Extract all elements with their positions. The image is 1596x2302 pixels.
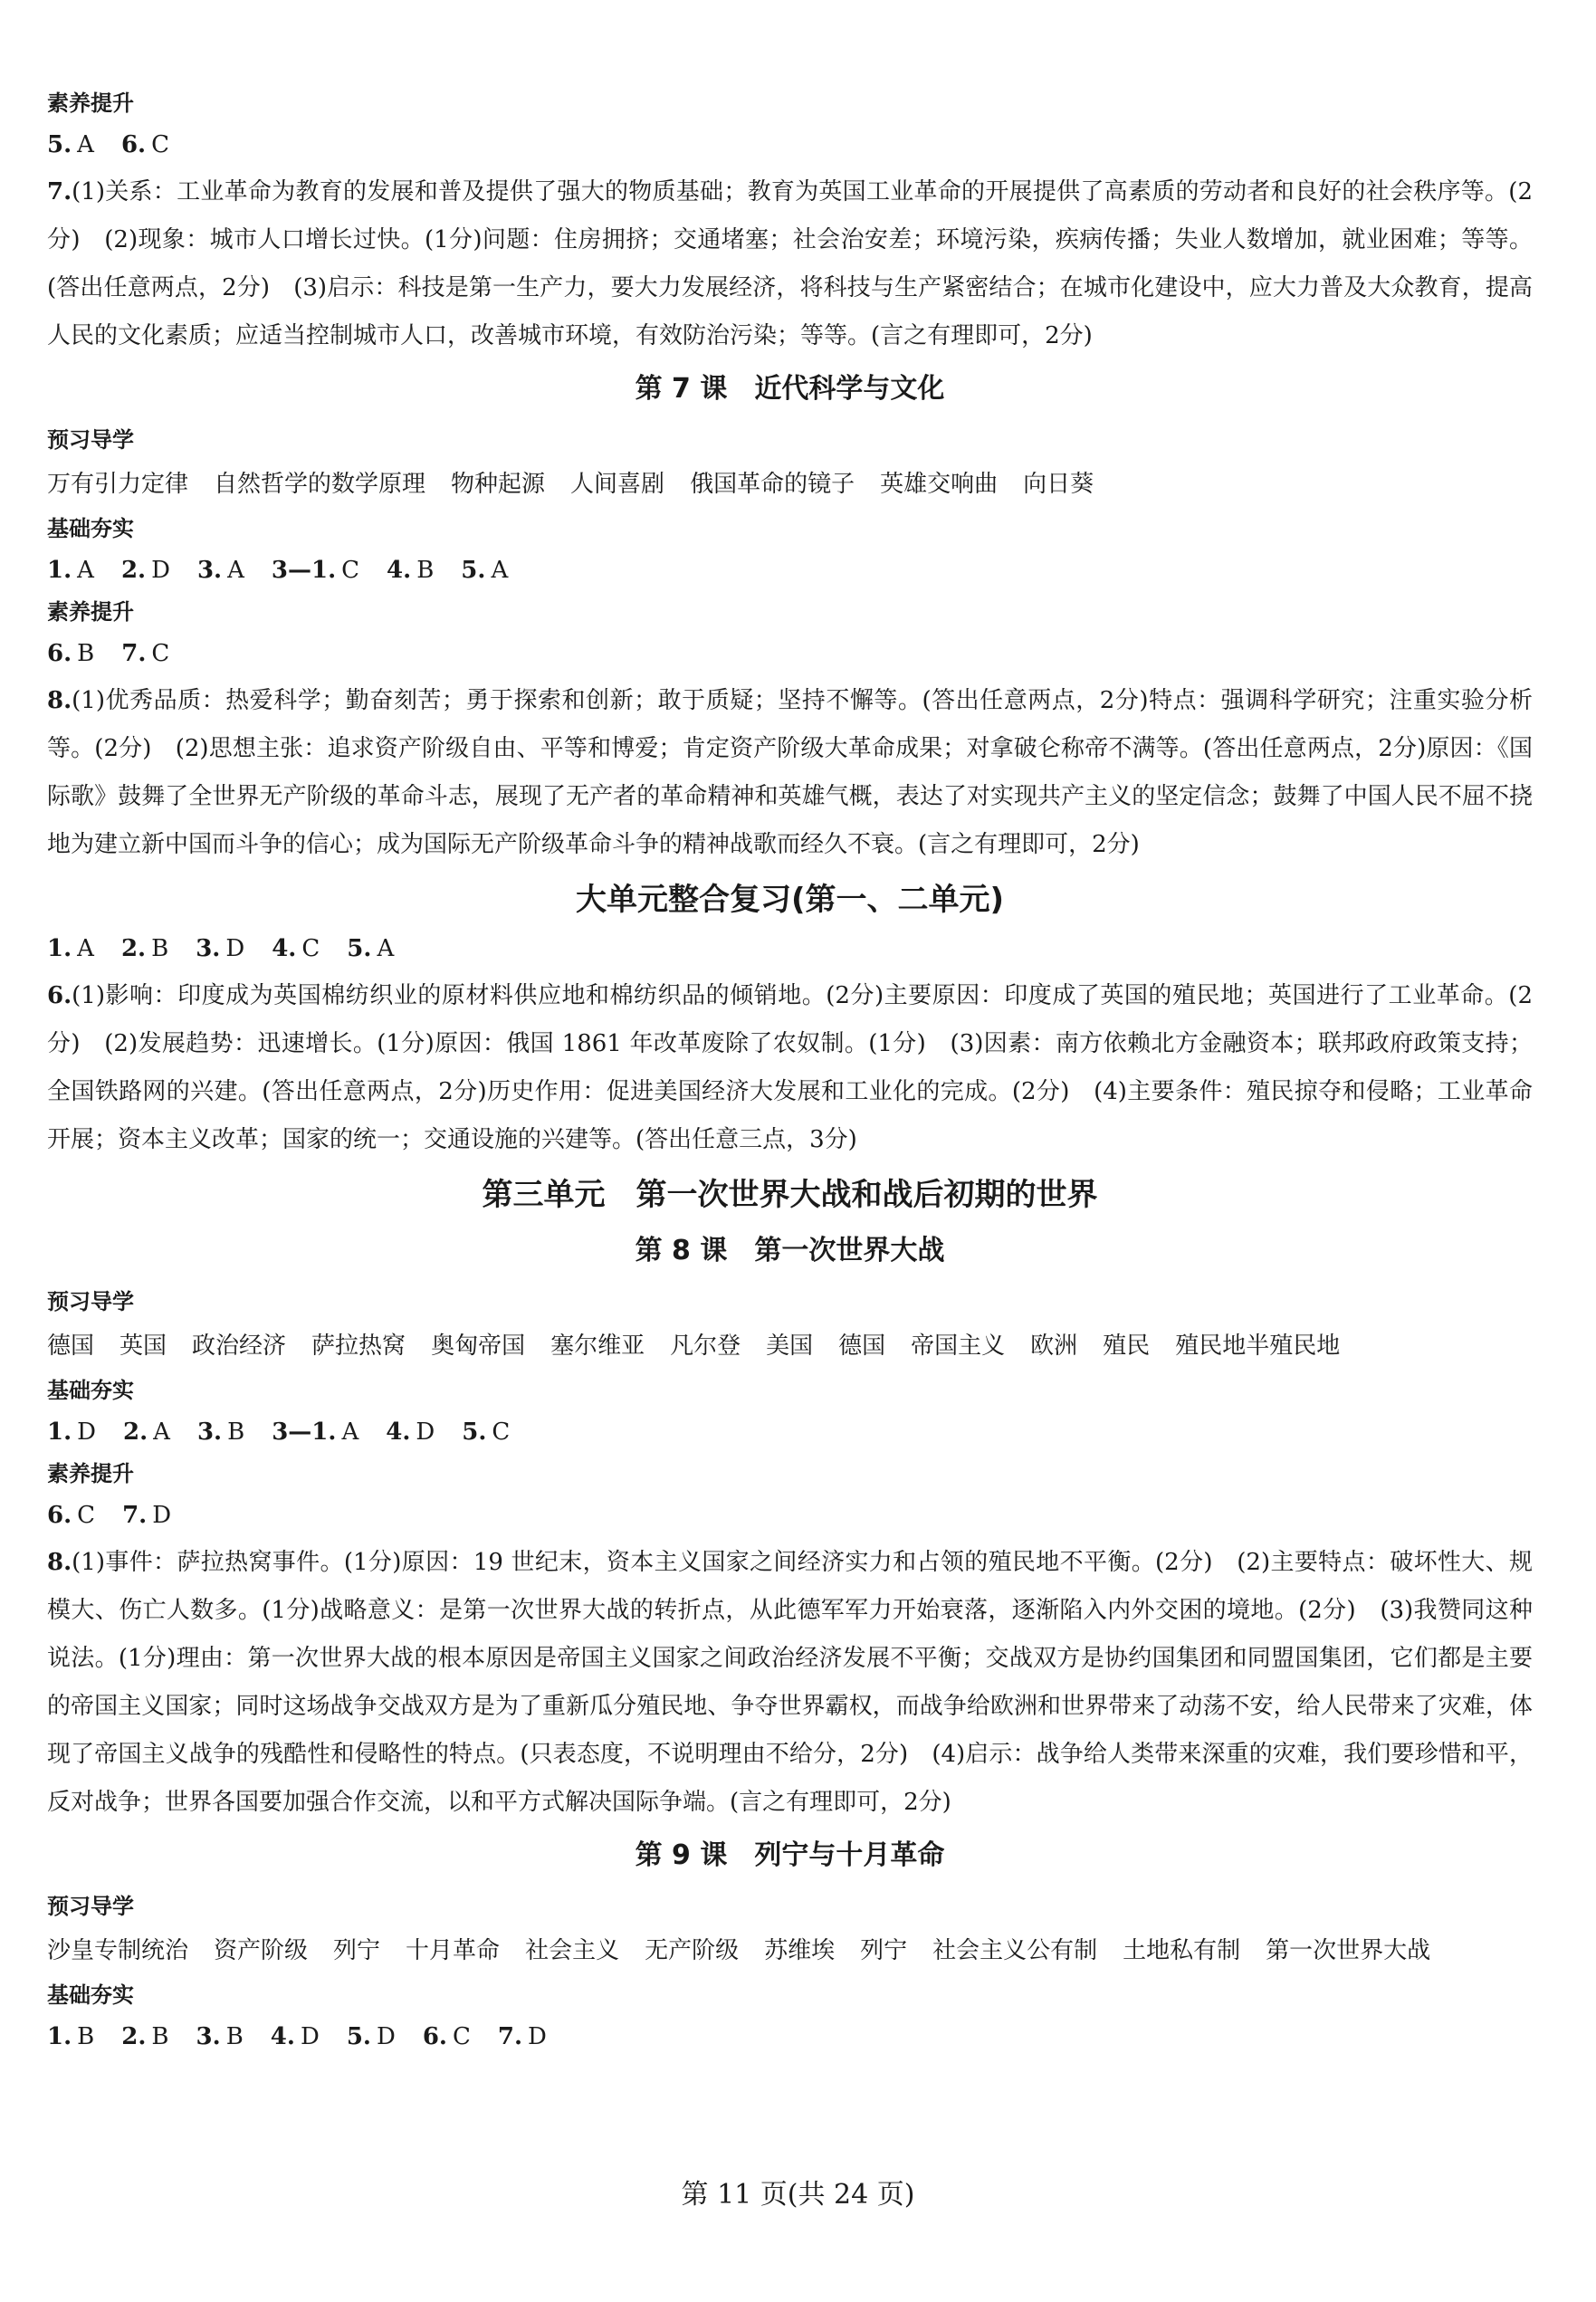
lesson-8-title: 第 8 课 第一次世界大战: [635, 1235, 945, 1266]
preview-keywords: [47, 1325, 1533, 1367]
answer-choice: C: [301, 935, 320, 962]
answer-number: 3—1.: [271, 557, 337, 584]
preview-keyword: 人间喜剧: [570, 471, 665, 498]
preview-keyword: 英国: [119, 1332, 167, 1360]
answer-number: 4.: [386, 1418, 411, 1446]
answer-choice: B: [77, 2023, 95, 2050]
section-label-preview: 预习导学: [47, 1289, 134, 1314]
question-7-answer: [47, 168, 1533, 360]
answer-row: [47, 127, 1533, 163]
preview-keywords: [47, 463, 1533, 505]
question-8-answer: [47, 677, 1533, 869]
preview-keyword: 土地私有制: [1123, 1937, 1241, 1964]
answer-row: [47, 931, 1533, 967]
answer-number: 5.: [346, 2023, 371, 2050]
preview-keyword: 资产阶级: [214, 1937, 309, 1964]
answer-choice: D: [225, 935, 245, 962]
answer-number: 1.: [47, 557, 72, 584]
preview-keyword: 沙皇专制统治: [47, 1937, 189, 1964]
answer-number: 5.: [461, 557, 486, 584]
answer-choice: D: [376, 2023, 396, 2050]
answer-number: 6.: [47, 1502, 72, 1529]
answer-choice: A: [77, 557, 94, 584]
answer-choice: A: [341, 1418, 359, 1446]
answer-number: 4.: [272, 935, 297, 962]
answer-choice: B: [225, 2023, 244, 2050]
preview-keyword: 俄国革命的镜子: [690, 471, 855, 498]
preview-keyword: 第一次世界大战: [1266, 1937, 1431, 1964]
answer-number: 2.: [120, 935, 147, 962]
preview-keyword: 万有引力定律: [47, 471, 189, 498]
question-text: (1)关系：工业革命为教育的发展和普及提供了强大的物质基础；教育为英国工业革命的开展提供了高素质的劳动者和良好的社会秩序等。(2分) (2)现象：城市人口增长过快。(1分)问题：住房拥挤；交通堵塞；社会治安差；环境污染，疾病传播；失业人数增加，就业困难；等等。(答出任意两点，2分) (3)启示：科技是第一生产力，要大力发展经济，将科技与生产紧密结合；在城市化建设中，应大力普及大众教育，提高人民的文化素质；应适当控制城市人口，改善城市环境，有效防治污染；等等。(言之有理即可，2分): [47, 178, 1533, 349]
preview-keyword: 德国: [838, 1332, 886, 1360]
preview-keyword: 社会主义公有制: [932, 1937, 1098, 1964]
answer-choice: D: [528, 2023, 547, 2050]
question-number: 8.: [47, 1549, 72, 1576]
answer-number: 2.: [120, 557, 147, 584]
answer-number: 3.: [196, 2023, 221, 2050]
preview-keyword: 凡尔登: [670, 1332, 741, 1360]
answer-number: 4.: [387, 557, 412, 584]
answer-row: [47, 552, 1533, 588]
answer-choice: B: [227, 1418, 245, 1446]
answer-number: 3—1.: [272, 1418, 337, 1446]
preview-keyword: 向日葵: [1023, 471, 1094, 498]
preview-keyword: 美国: [766, 1332, 814, 1360]
answer-choice: B: [416, 557, 435, 584]
answer-number: 3.: [196, 557, 223, 584]
section-label-suyang: 素养提升: [47, 599, 134, 625]
preview-keyword: 无产阶级: [645, 1937, 740, 1964]
preview-keyword: 列宁: [860, 1937, 908, 1964]
unit-3-title: 第三单元 第一次世界大战和战后初期的世界: [482, 1177, 1098, 1213]
preview-keyword: 十月革命: [406, 1937, 501, 1964]
answer-row: [47, 1497, 1533, 1533]
question-text: (1)事件：萨拉热窝事件。(1分)原因：19 世纪末，资本主义国家之间经济实力和占领的殖民地不平衡。(2分) (2)主要特点：破坏性大、规模大、伤亡人数多。(1分)战略意义：是第一次世界大战的转折点，从此德军军力开始衰落，逐渐陷入内外交困的境地。(2分) (3)我赞同这种说法。(1分)理由：第一次世界大战的根本原因是帝国主义国家之间政治经济发展不平衡；交战双方是协约国集团和同盟国集团，它们都是主要的帝国主义国家；同时这场战争交战双方是为了重新瓜分殖民地、争夺世界霸权，而战争给欧洲和世界带来了动荡不安，给人民带来了灾难，体现了帝国主义战争的残酷性和侵略性的特点。(只表态度，不说明理由不给分，2分) (4)启示：战争给人类带来深重的灾难，我们要珍惜和平，反对战争；世界各国要加强合作交流，以和平方式解决国际争端。(言之有理即可，2分): [47, 1549, 1533, 1816]
preview-keyword: 塞尔维亚: [550, 1332, 645, 1360]
question-6-answer: [47, 972, 1533, 1164]
answer-choice: C: [151, 640, 170, 667]
question-number: 8.: [47, 687, 72, 714]
answer-number: 5.: [462, 1418, 487, 1446]
preview-keyword: 奥匈帝国: [431, 1332, 526, 1360]
answer-choice: C: [77, 1502, 96, 1529]
answer-number: 7.: [121, 640, 147, 667]
answer-number: 2.: [121, 2023, 147, 2050]
question-text: (1)优秀品质：热爱科学；勤奋刻苦；勇于探索和创新；敢于质疑；坚持不懈等。(答出任意两点，2分)特点：强调科学研究；注重实验分析等。(2分) (2)思想主张：追求资产阶级自由、平等和博爱；肯定资产阶级大革命成果；对拿破仑称帝不满等。(答出任意两点，2分)原因：《国际歌》鼓舞了全世界无产阶级的革命斗志，展现了无产者的革命精神和英雄气概，表达了对实现共产主义的坚定信念；鼓舞了中国人民不屈不挠地为建立新中国而斗争的信心；成为国际无产阶级革命斗争的精神战歌而经久不衰。(言之有理即可，2分): [47, 687, 1533, 858]
preview-keyword: 列宁: [333, 1937, 381, 1964]
answer-choice: C: [452, 2023, 471, 2050]
question-number: 6.: [47, 982, 72, 1009]
answer-number: 7.: [497, 2023, 523, 2050]
answer-number: 7.: [122, 1502, 148, 1529]
question-number: 7.: [47, 178, 72, 205]
answer-choice: A: [77, 131, 94, 158]
preview-keyword: 萨拉热窝: [311, 1332, 406, 1360]
preview-keyword: 帝国主义: [911, 1332, 1006, 1360]
preview-keyword: 苏维埃: [764, 1937, 836, 1964]
section-label-basic: 基础夯实: [47, 1378, 134, 1403]
preview-keyword: 殖民: [1103, 1332, 1151, 1360]
answer-number: 5.: [347, 935, 372, 962]
answer-choice: D: [416, 1418, 435, 1446]
answer-number: 1.: [47, 1418, 72, 1446]
section-label-suyang: 素养提升: [47, 91, 134, 116]
answer-choice: B: [151, 2023, 169, 2050]
section-label-basic: 基础夯实: [47, 516, 134, 541]
review-title: 大单元整合复习(第一、二单元): [575, 882, 1005, 918]
section-label-suyang: 素养提升: [47, 1461, 134, 1486]
answer-choice: B: [151, 935, 169, 962]
answer-row: [47, 635, 1533, 672]
section-label-basic: 基础夯实: [47, 1982, 134, 2008]
answer-number: 6.: [47, 640, 72, 667]
answer-choice: D: [152, 1502, 172, 1529]
answer-number: 6.: [120, 131, 147, 158]
answer-choice: C: [492, 1418, 511, 1446]
question-text: (1)影响：印度成为英国棉纺织业的原材料供应地和棉纺织品的倾销地。(2分)主要原因：印度成了英国的殖民地；英国进行了工业革命。(2分) (2)发展趋势：迅速增长。(1分)原因：俄国 1861 年改革废除了农奴制。(1分) (3)因素：南方依赖北方金融资本；联邦政府政策支持；全国铁路网的兴建。(答出任意两点，2分)历史作用：促进美国经济大发展和工业化的完成。(2分) (4)主要条件：殖民掠夺和侵略；工业革命开展；资本主义改革；国家的统一；交通设施的兴建等。(答出任意三点，3分): [47, 982, 1533, 1153]
answer-choice: B: [77, 640, 95, 667]
page-footer: 第 11 页(共 24 页): [681, 2179, 915, 2211]
answer-row: [47, 2019, 1533, 2055]
preview-keyword: 欧洲: [1030, 1332, 1078, 1360]
answer-choice: C: [341, 557, 360, 584]
preview-keyword: 英雄交响曲: [880, 471, 999, 498]
lesson-9-title: 第 9 课 列宁与十月革命: [635, 1839, 945, 1871]
answer-choice: D: [77, 1418, 97, 1446]
answer-number: 3.: [196, 1418, 223, 1446]
answer-number: 4.: [270, 2023, 295, 2050]
preview-keyword: 自然哲学的数学原理: [214, 471, 426, 498]
answer-choice: D: [151, 557, 170, 584]
preview-keywords: [47, 1930, 1533, 1972]
answer-choice: D: [300, 2023, 320, 2050]
answer-number: 1.: [47, 935, 72, 962]
answer-number: 5.: [47, 131, 72, 158]
section-label-preview: 预习导学: [47, 427, 134, 453]
section-label-preview: 预习导学: [47, 1894, 134, 1919]
answer-choice: A: [77, 935, 94, 962]
answer-number: 1.: [47, 2023, 72, 2050]
answer-number: 3.: [196, 935, 221, 962]
preview-keyword: 德国: [47, 1332, 95, 1360]
preview-keyword: 政治经济: [192, 1332, 287, 1360]
preview-keyword: 殖民地半殖民地: [1175, 1332, 1341, 1360]
preview-keyword: 物种起源: [451, 471, 546, 498]
answer-choice: C: [151, 131, 169, 158]
answer-choice: A: [227, 557, 244, 584]
preview-keyword: 社会主义: [525, 1937, 620, 1964]
answer-choice: A: [377, 935, 395, 962]
answer-choice: A: [153, 1418, 170, 1446]
question-8-answer: [47, 1539, 1533, 1827]
answer-choice: A: [491, 557, 509, 584]
answer-number: 6.: [422, 2023, 447, 2050]
answer-row: [47, 1414, 1533, 1450]
lesson-7-title: 第 7 课 近代科学与文化: [635, 373, 945, 405]
answer-number: 2.: [123, 1418, 148, 1446]
